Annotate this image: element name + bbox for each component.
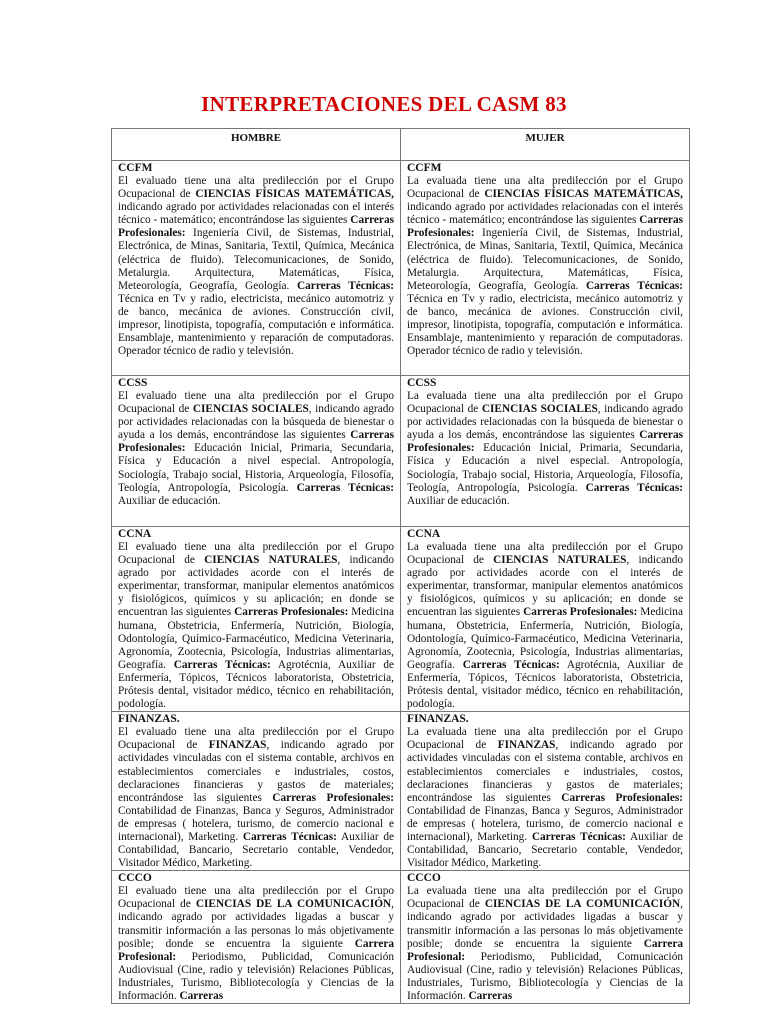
section-code: CCCO <box>118 872 152 885</box>
text-prof-list: Medicina humana, Obstetricia, Enfermería, Nutrición, Biología, Odontología, Químico-Farmacéutico, Medicina Veterinaria, Agronomía, Zootecnia, Psicología, Industrias alimentarias, Geografía. <box>118 606 394 671</box>
row-finanzas <box>112 712 690 871</box>
text-tec-list: Auxiliar de educación. <box>118 494 221 507</box>
text-prof-list: Ingeniería Civil, de Sistemas, Industrial, Electrónica, de Minas, Sanitaria, Textil, Química, Mecánica (eléctrica de fluido). Telecomunicaciones, de Sonido, Metalurgia. Arquitectura, Matemáticas, Física, Meteorología, Geografía, Geología. <box>118 227 394 292</box>
text-intro: La evaluada tiene una alta predilección por el Grupo Ocupacional de <box>407 885 683 911</box>
text-tec-label: Carreras Técnicas: <box>531 830 626 843</box>
text-tec-label: Carreras Técnicas: <box>462 658 560 671</box>
text-intro: El evaluado tiene una alta predilección por el Grupo Ocupacional de <box>118 541 394 567</box>
text-mid: , indicando agrado por actividades acorde con el interés de experimentar, transformar, manipular elementos anatómicos y fisiológicos, químicos y su aplicación; en donde se encuentran las siguientes <box>407 554 683 619</box>
text-intro: La evaluada tiene una alta predilección por el Grupo Ocupacional de <box>407 726 683 752</box>
text-prof-label: Carreras Profesionales: <box>407 214 683 240</box>
cell-ccfm-hombre <box>112 161 401 376</box>
section-code: CCFM <box>407 162 442 174</box>
text-mid: , indicando agrado por actividades ligadas a buscar y transmitir información a las personas lo más objetivamente posible; donde se encuentra la siguiente <box>407 898 683 950</box>
text-area: FINANZAS <box>208 739 267 752</box>
section-code: CCCO <box>407 872 441 885</box>
text-area: FINANZAS <box>497 739 556 752</box>
text-tec-label: Carreras Técnicas: <box>296 481 394 494</box>
row-ccss <box>112 376 690 527</box>
section-code: CCNA <box>118 528 152 540</box>
section-text <box>118 885 394 1003</box>
text-prof-list: Periodismo, Publicidad, Comunicación Audiovisual (Cine, radio y televisión) Relaciones Públicas, Industriales, Turismo, Bibliotecología y Ciencias de la Información. <box>407 950 683 1002</box>
header-row <box>112 129 690 161</box>
section-text <box>118 175 394 358</box>
text-tec-label: Carreras <box>468 990 513 1002</box>
text-tec-label: Carreras Técnicas: <box>586 279 684 292</box>
text-tec-label: Carreras <box>179 990 224 1002</box>
text-area: CIENCIAS DE LA COMUNICACIÓN <box>484 898 681 911</box>
text-prof-list: Contabilidad de Finanzas, Banca y Seguros, Administrador de empresas ( hotelera, turismo, de comercio nacional e internacional), Marketing. <box>118 804 394 843</box>
row-ccco <box>112 871 690 1004</box>
text-area: CIENCIAS NATURALES <box>493 554 627 567</box>
section-code: FINANZAS. <box>118 713 180 726</box>
text-prof-list: Educación Inicial, Primaria, Secundaria, Física y Educación a nivel especial. Antropología, Sociología, Trabajo social, Historia, Arqueología, Filosofía, Teología, Antropología, Psicología. <box>118 442 394 494</box>
text-prof-label: Carreras Profesionales: <box>272 791 394 804</box>
cell-ccna-mujer <box>401 527 690 712</box>
text-tec-list: Auxiliar de educación. <box>407 494 510 507</box>
header-mujer: MUJER <box>401 129 690 161</box>
section-text <box>407 390 683 508</box>
section-text <box>118 390 394 508</box>
text-tec-list: Auxiliar de Contabilidad, Bancario, Secretario contable, Vendedor, Visitador Médico, Marketing. <box>118 830 394 870</box>
text-intro: El evaluado tiene una alta predilección por el Grupo Ocupacional de <box>118 175 394 201</box>
cell-ccfm-mujer <box>401 161 690 376</box>
text-area: CIENCIAS NATURALES <box>204 554 338 567</box>
text-prof-label: Carreras Profesionales: <box>407 429 683 455</box>
text-tec-label: Carreras Técnicas: <box>297 279 395 292</box>
text-prof-label: Carreras Profesionales: <box>561 791 683 804</box>
text-tec-label: Carreras Técnicas: <box>173 658 271 671</box>
text-mid: indicando agrado por actividades relacionadas con el interés técnico - matemático; encontrándose las siguientes <box>118 201 394 227</box>
text-intro: El evaluado tiene una alta predilección por el Grupo Ocupacional de <box>118 726 394 752</box>
text-mid: , indicando agrado por actividades relacionadas con la búsqueda de bienestar o ayuda a los demás, encontrándose las siguientes <box>407 403 684 442</box>
section-code: CCSS <box>407 377 437 389</box>
cell-ccco-mujer <box>401 871 690 1004</box>
row-ccna <box>112 527 690 712</box>
row-ccfm <box>112 161 690 376</box>
cell-finanzas-hombre <box>112 712 401 871</box>
text-tec-label: Carreras Técnicas: <box>242 830 337 843</box>
text-intro: La evaluada tiene una alta predilección por el Grupo Ocupacional de <box>407 541 683 567</box>
text-mid: , indicando agrado por actividades relacionadas con la búsqueda de bienestar o ayuda a los demás, encontrándose las siguientes <box>118 403 395 442</box>
interpretations-table <box>111 128 690 1004</box>
text-tec-list: Agrotécnia, Auxiliar de Enfermería, Tópicos, Técnicos laboratorista, Obstetricia, Prótesis dental, visitador médico, técnico en rehabilitación, podología. <box>118 658 394 711</box>
text-mid: , indicando agrado por actividades ligadas a buscar y transmitir información a las personas lo más objetivamente posible; donde se encuentra la siguiente <box>118 898 394 950</box>
section-code: CCFM <box>118 162 153 174</box>
text-tec-list: Técnica en Tv y radio, electricista, mecánico automotriz y de banco, mecánica de aviones. Construcción civil, impresor, linotipista, topografía, computación e informática. Ensamblaje, mantenimiento y reparación de computadoras. Operador técnico de radio y televisión. <box>407 292 683 358</box>
text-tec-list: Auxiliar de Contabilidad, Bancario, Secretario contable, Vendedor, Visitador Médico, Marketing. <box>407 830 683 870</box>
section-code: CCSS <box>118 377 148 389</box>
cell-finanzas-mujer <box>401 712 690 871</box>
text-intro: La evaluada tiene una alta predilección por el Grupo Ocupacional de <box>407 175 683 201</box>
text-area: CIENCIAS SOCIALES <box>481 403 598 416</box>
section-code: CCNA <box>407 528 441 540</box>
text-area: CIENCIAS SOCIALES <box>192 403 309 416</box>
cell-ccna-hombre <box>112 527 401 712</box>
text-tec-list: Agrotécnia, Auxiliar de Enfermería, Tópicos, Técnicos laboratorista, Obstetricia, Prótesis dental, visitador médico, técnico en rehabilitación, podología. <box>407 658 683 711</box>
text-prof-list: Educación Inicial, Primaria, Secundaria, Física y Educación a nivel especial. Antropología, Sociología, Trabajo social, Historia, Arqueología, Filosofía, Teología, Antropología, Psicología. <box>407 442 683 494</box>
text-area: CIENCIAS DE LA COMUNICACIÓN <box>195 898 392 911</box>
text-area: CIENCIAS FÍSICAS MATEMÁTICAS, <box>484 188 683 201</box>
section-text <box>407 726 683 870</box>
section-code: FINANZAS. <box>407 713 469 726</box>
section-text <box>407 885 683 1003</box>
section-text <box>407 541 683 711</box>
document-title: INTERPRETACIONES DEL CASM 83 <box>201 92 567 116</box>
text-prof-list: Periodismo, Publicidad, Comunicación Audiovisual (Cine, radio y televisión) Relaciones Públicas, Industriales, Turismo, Bibliotecología y Ciencias de la Información. <box>118 950 394 1002</box>
text-prof-label: Carreras Profesionales: <box>118 214 394 240</box>
text-intro: La evaluada tiene una alta predilección por el Grupo Ocupacional de <box>407 390 683 416</box>
text-tec-label: Carreras Técnicas: <box>585 481 683 494</box>
text-prof-list: Ingeniería Civil, de Sistemas, Industrial, Electrónica, de Minas, Sanitaria, Textil, Química, Mecánica (eléctrica de fluido). Telecomunicaciones, de Sonido, Metalurgia. Arquitectura, Matemáticas, Física, Meteorología, Geografía, Geología. <box>407 227 683 292</box>
cell-ccss-mujer <box>401 376 690 527</box>
section-text <box>118 726 394 870</box>
text-mid: indicando agrado por actividades relacionadas con el interés técnico - matemático; encontrándose las siguientes <box>407 201 683 227</box>
text-tec-list: Técnica en Tv y radio, electricista, mecánico automotriz y de banco, mecánica de aviones. Construcción civil, impresor, linotipista, topografía, computación e informática. Ensamblaje, mantenimiento y reparación de computadoras. Operador técnico de radio y televisión. <box>118 292 394 358</box>
text-prof-label: Carrera Profesional: <box>118 937 394 963</box>
section-text <box>118 541 394 711</box>
text-mid: , indicando agrado por actividades acorde con el interés de experimentar, transformar, manipular elementos anatómicos y fisiológicos, químicos y su aplicación; en donde se encuentran las siguientes <box>118 554 394 619</box>
cell-ccco-hombre <box>112 871 401 1004</box>
text-prof-list: Contabilidad de Finanzas, Banca y Seguros, Administrador de empresas ( hotelera, turismo, de comercio nacional e internacional), Marketing. <box>407 804 683 843</box>
cell-ccss-hombre <box>112 376 401 527</box>
text-prof-list: Medicina humana, Obstetricia, Enfermería, Nutrición, Biología, Odontología, Químico-Farmacéutico, Medicina Veterinaria, Agronomía, Zootecnia, Psicología, Industrias alimentarias, Geografía. <box>407 606 683 671</box>
text-prof-label: Carreras Profesionales: <box>234 606 349 619</box>
text-intro: El evaluado tiene una alta predilección por el Grupo Ocupacional de <box>118 390 394 416</box>
text-area: CIENCIAS FÍSICAS MATEMÁTICAS, <box>195 188 394 201</box>
header-hombre: HOMBRE <box>112 129 401 161</box>
text-prof-label: Carrera Profesional: <box>407 937 683 963</box>
text-intro: El evaluado tiene una alta predilección por el Grupo Ocupacional de <box>118 885 394 911</box>
text-prof-label: Carreras Profesionales: <box>118 429 394 455</box>
text-mid: , indicando agrado por actividades vinculadas con el sistema contable, archivos en establecimientos comerciales e industriales, costos, declaraciones financieras y gastos de materiales; encontrándose las siguientes <box>118 739 394 804</box>
section-text <box>407 175 683 358</box>
text-prof-label: Carreras Profesionales: <box>523 606 638 619</box>
text-mid: , indicando agrado por actividades vinculadas con el sistema contable, archivos en establecimientos comerciales e industriales, costos, declaraciones financieras y gastos de materiales; encontrándose las siguientes <box>407 739 683 804</box>
